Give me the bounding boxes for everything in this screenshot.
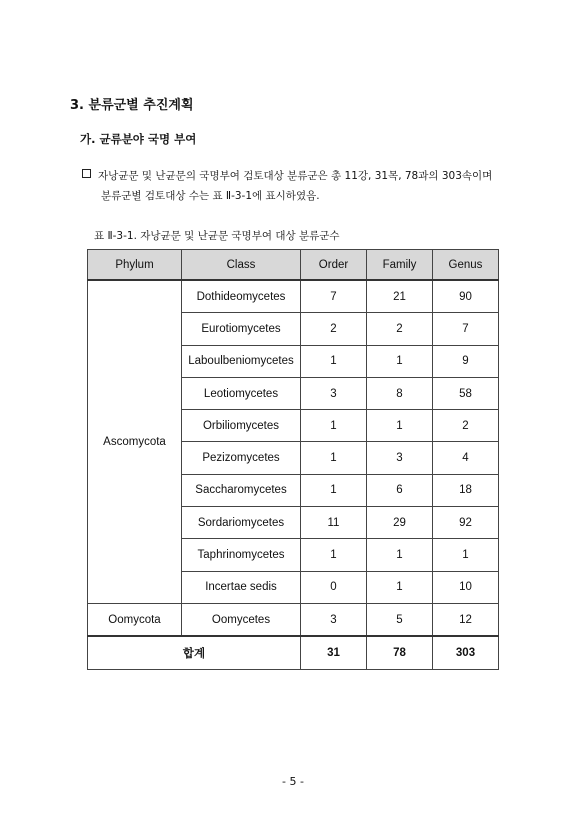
header-order: Order: [301, 250, 367, 281]
taxa-table: [87, 249, 499, 670]
class-cell: Taphrinomycetes: [182, 539, 301, 571]
bullet-line-1: 자낭균문 및 난균문의 국명부여 검토대상 분류군은 총 11강, 31목, 78과의 303속이며: [98, 170, 493, 182]
family-cell: 1: [367, 539, 433, 571]
phylum-cell: Ascomycota: [88, 280, 182, 603]
family-cell: 3: [367, 442, 433, 474]
class-cell: Leotiomycetes: [182, 377, 301, 409]
class-cell: Oomycetes: [182, 603, 301, 636]
order-cell: 1: [301, 539, 367, 571]
class-cell: Eurotiomycetes: [182, 313, 301, 345]
table-header-row: [88, 250, 499, 281]
order-cell: 0: [301, 571, 367, 603]
genus-cell: 92: [433, 507, 499, 539]
total-genus: 303: [433, 636, 499, 670]
genus-cell: 10: [433, 571, 499, 603]
total-family: 78: [367, 636, 433, 670]
family-cell: 1: [367, 571, 433, 603]
total-order: 31: [301, 636, 367, 670]
bullet-line-2: 분류군별 검토대상 수는 표 Ⅱ-3-1에 표시하였음.: [101, 190, 320, 202]
family-cell: 29: [367, 507, 433, 539]
genus-cell: 2: [433, 410, 499, 442]
subsection-title: 가. 균류분야 국명 부여: [80, 132, 197, 146]
genus-cell: 4: [433, 442, 499, 474]
genus-cell: 1: [433, 539, 499, 571]
order-cell: 11: [301, 507, 367, 539]
genus-cell: 7: [433, 313, 499, 345]
order-cell: 7: [301, 280, 367, 313]
header-genus: Genus: [433, 250, 499, 281]
order-cell: 1: [301, 345, 367, 377]
table-row: [88, 603, 499, 636]
family-cell: 1: [367, 345, 433, 377]
header-phylum: Phylum: [88, 250, 182, 281]
checkbox-bullet-icon: [82, 169, 91, 178]
genus-cell: 90: [433, 280, 499, 313]
header-class: Class: [182, 250, 301, 281]
class-cell: Saccharomycetes: [182, 474, 301, 506]
genus-cell: 18: [433, 474, 499, 506]
table-row: [88, 280, 499, 313]
genus-cell: 12: [433, 603, 499, 636]
class-cell: Orbiliomycetes: [182, 410, 301, 442]
order-cell: 2: [301, 313, 367, 345]
class-cell: Sordariomycetes: [182, 507, 301, 539]
family-cell: 6: [367, 474, 433, 506]
order-cell: 3: [301, 603, 367, 636]
total-label: 합계: [88, 636, 301, 670]
family-cell: 8: [367, 377, 433, 409]
family-cell: 21: [367, 280, 433, 313]
order-cell: 1: [301, 442, 367, 474]
class-cell: Dothideomycetes: [182, 280, 301, 313]
section-title: 3. 분류군별 추진계획: [70, 98, 194, 113]
header-family: Family: [367, 250, 433, 281]
total-row: [88, 636, 499, 670]
order-cell: 1: [301, 410, 367, 442]
genus-cell: 58: [433, 377, 499, 409]
table-caption: 표 Ⅱ-3-1. 자낭균문 및 난균문 국명부여 대상 분류군수: [94, 230, 340, 242]
order-cell: 3: [301, 377, 367, 409]
class-cell: Incertae sedis: [182, 571, 301, 603]
family-cell: 2: [367, 313, 433, 345]
bullet-paragraph: [82, 166, 532, 206]
phylum-cell: Oomycota: [88, 603, 182, 636]
class-cell: Laboulbeniomycetes: [182, 345, 301, 377]
family-cell: 5: [367, 603, 433, 636]
genus-cell: 9: [433, 345, 499, 377]
family-cell: 1: [367, 410, 433, 442]
class-cell: Pezizomycetes: [182, 442, 301, 474]
page-number: - 5 -: [282, 775, 304, 788]
order-cell: 1: [301, 474, 367, 506]
